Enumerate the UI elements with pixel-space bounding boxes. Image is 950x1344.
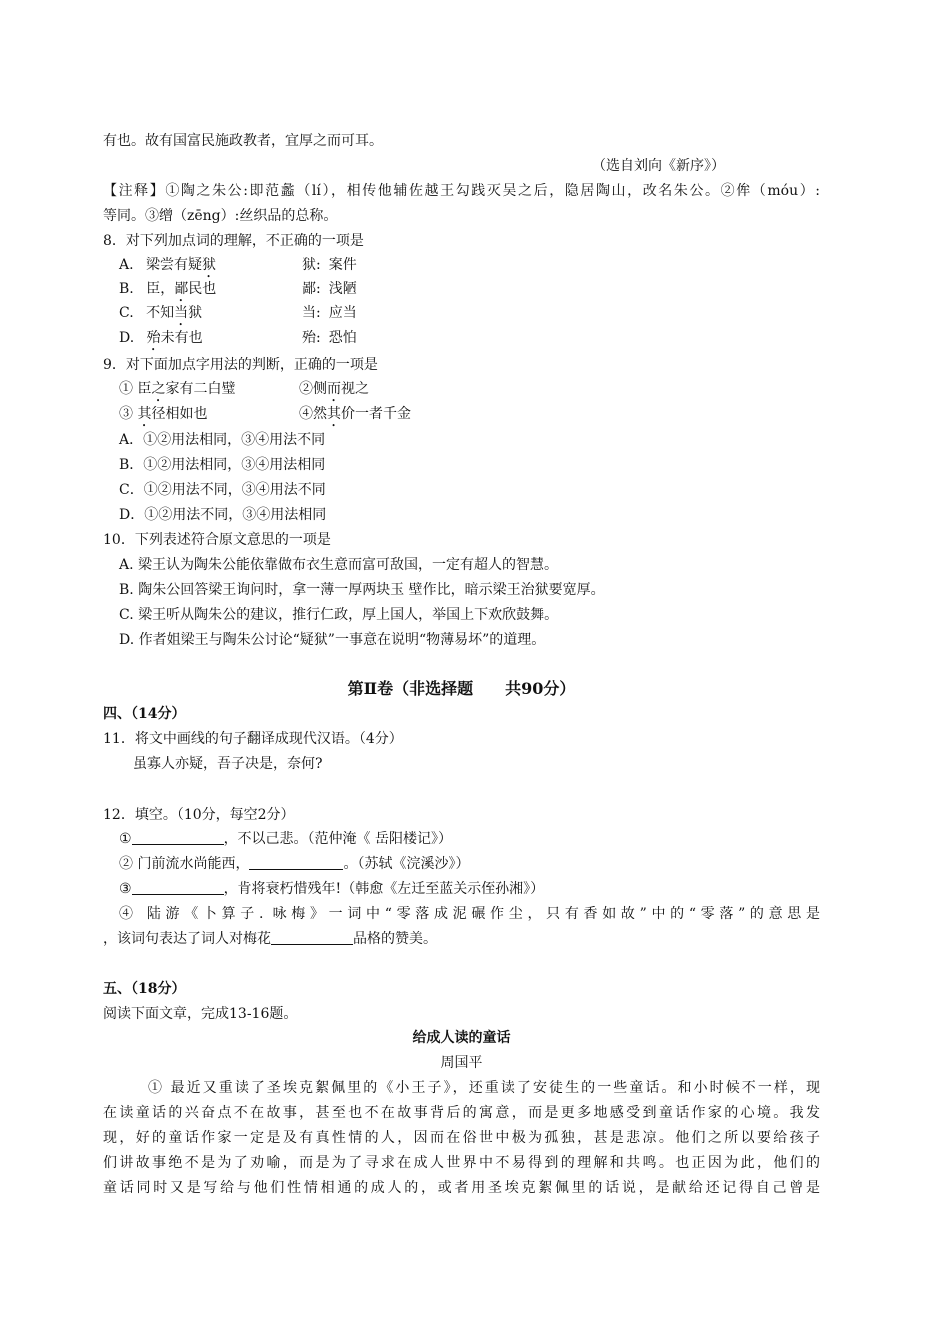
glossed-word: 狱:	[302, 257, 321, 273]
dotted-char: 其	[327, 406, 341, 422]
q9-item-1	[119, 379, 235, 405]
dotted-char: 之	[151, 381, 166, 397]
q10-option-a[interactable]: A. 梁王认为陶朱公能依靠做布衣生意而富可敌国，一定有超人的智慧。	[119, 557, 559, 573]
q9-option-a[interactable]: A．①②用法相同，③④用法不同	[119, 432, 326, 448]
q9-item-2	[299, 379, 369, 405]
q9-item-3	[119, 404, 207, 430]
item-text: ④然	[299, 406, 327, 422]
gloss: 案件	[328, 257, 357, 273]
option-text: 臣，	[146, 281, 175, 297]
q11-stem: 11．将文中画线的句子翻译成现代汉语。（4分）	[103, 731, 403, 747]
item-text: ② 门前流水尚能西，	[119, 856, 250, 872]
article-paragraph-line: ① 最近又重读了圣埃克絮佩里的《小王子》，还重读了安徒生的一些童话。和小时候不一样，现	[148, 1080, 820, 1096]
item-text: 。（苏轼《浣溪沙》）	[343, 856, 470, 872]
option-letter: B.	[119, 281, 134, 297]
q9-option-d[interactable]: D．①②用法不同，③④用法相同	[119, 507, 327, 523]
q9-item-4	[299, 404, 411, 430]
glossed-word: 殆:	[302, 330, 321, 346]
q12-stem: 12．填空。（10分，每空2分）	[103, 807, 295, 823]
fill-blank-3[interactable]	[132, 880, 224, 895]
dotted-char: 当	[174, 305, 189, 321]
item-text: ，该词句表达了词人对梅花	[103, 931, 271, 947]
option-text: 未有也	[160, 330, 203, 346]
fill-blank-1[interactable]	[132, 830, 224, 845]
q12-blank-1-line	[119, 829, 452, 849]
option-text: 民也	[188, 281, 217, 297]
article-paragraph-line: 现，好的童话作家一定是及有真性情的人，因而在俗世中极为孤独，甚是悲凉。他们之所以要给孩子	[103, 1130, 820, 1146]
item-text: ，不以己悲。（范仲淹《 岳阳楼记》）	[223, 831, 453, 847]
article-paragraph-line: 在读童话的兴奋点不在故事，甚至也不在故事背后的寓意，而是更多地感受到童话作家的心境。我发	[103, 1105, 820, 1121]
option-text: 不知	[146, 305, 175, 321]
article-paragraph-line: 们讲故事绝不是为了劝喻，而是为了寻求在成人世界中不易得到的理解和共鸣。也正因为此，他们的	[103, 1155, 820, 1171]
q10-option-d[interactable]: D. 作者姐梁王与陶朱公讨论“疑狱”一事意在说明“物薄易坏”的道理。	[119, 632, 546, 648]
fill-blank-4[interactable]	[271, 930, 353, 945]
section-four-heading: 四、（14分）	[103, 706, 186, 722]
item-text: ① 臣	[119, 381, 152, 397]
item-text: 径相如也	[151, 406, 208, 422]
gloss: 浅陋	[328, 281, 357, 297]
q8-stem: 8．对下列加点词的理解，不正确的一项是	[103, 233, 364, 249]
dotted-char: 狱	[202, 257, 217, 273]
dotted-char: 鄙	[174, 281, 189, 297]
annotation-line-1: 【注释】①陶之朱公:即范蠡（lí），相传他辅佐越王勾践灭吴之后，隐居陶山，改名朱公。②侔（móu）:	[103, 183, 820, 199]
glossed-word: 当:	[302, 305, 321, 321]
reading-instruction: 阅读下面文章，完成13-16题。	[103, 1006, 298, 1022]
article-paragraph-line: 童话同时又是写给与他们性情相通的成人的，或者用圣埃克絮佩里的话说，是献给还记得自己曾是	[103, 1180, 820, 1196]
item-text: 视之	[341, 381, 369, 397]
passage-source: （选自刘向《新序》）	[592, 158, 725, 174]
part-two-heading: 第Ⅱ卷（非选择题 共90分）	[347, 679, 576, 698]
q12-item-4-line: ④ 陆游《卜算子. 咏梅》一词中“零落成泥碾作尘，只有香如故”中的“零落”的意思是	[119, 906, 820, 922]
q10-option-c[interactable]: C. 梁王听从陶朱公的建议，推行仁政，厚上国人，举国上下欢欣鼓舞。	[119, 607, 559, 623]
q10-stem: 10．下列表述符合原文意思的一项是	[103, 532, 331, 548]
item-text: ，肯将衰朽惜残年!（韩愈《左迁至蓝关示侄孙湘》）	[223, 881, 545, 897]
section-five-heading: 五、（18分）	[103, 981, 186, 997]
option-letter: C.	[119, 305, 134, 321]
item-text: 价一者千金	[341, 406, 411, 422]
dotted-char: 其	[137, 406, 152, 422]
q8-option-d-meaning	[302, 328, 357, 348]
item-text: 家有二白璧	[165, 381, 236, 397]
q12-blank-4-line	[103, 929, 437, 949]
item-number: ③	[119, 881, 132, 897]
item-text: ②侧	[299, 381, 327, 397]
q9-option-c[interactable]: C．①②用法不同，③④用法不同	[119, 482, 326, 498]
passage-end: 有也。故有国富民施政教者，宜厚之而可耳。	[103, 133, 383, 149]
fill-blank-2[interactable]	[249, 855, 343, 870]
q8-option-c[interactable]	[119, 303, 202, 329]
item-number: ①	[119, 831, 132, 847]
q11-sentence: 虽寡人亦疑，吾子决是，奈何?	[133, 756, 323, 772]
q10-option-b[interactable]: B. 陶朱公回答梁王询问时，拿一薄一厚两块玉 壁作比，暗示梁王治狱要宽厚。	[119, 582, 605, 598]
q8-option-b[interactable]	[119, 279, 216, 305]
option-text: 狱	[188, 305, 203, 321]
glossed-word: 鄙:	[302, 281, 321, 297]
item-text: ③	[119, 406, 138, 422]
option-letter: D.	[119, 330, 135, 346]
option-text: 梁尝有疑	[146, 257, 203, 273]
dotted-char: 而	[327, 381, 341, 397]
q8-option-a[interactable]	[119, 255, 216, 281]
option-letter: A.	[119, 257, 134, 273]
article-title: 给成人读的童话	[412, 1030, 511, 1046]
q9-option-b[interactable]: B．①②用法相同，③④用法相同	[119, 457, 326, 473]
q12-blank-2-line	[119, 854, 469, 874]
annotation-line-2: 等同。③缯（zēng）:丝织品的总称。	[103, 208, 338, 224]
q8-option-a-meaning	[302, 255, 357, 275]
gloss: 恐怕	[328, 330, 357, 346]
item-text: 品格的赞美。	[353, 931, 437, 947]
dotted-char: 殆	[146, 330, 161, 346]
q8-option-c-meaning	[302, 303, 357, 323]
q8-option-b-meaning	[302, 279, 357, 299]
q9-stem: 9．对下面加点字用法的判断，正确的一项是	[103, 357, 378, 373]
gloss: 应当	[328, 305, 357, 321]
q8-option-d[interactable]	[119, 328, 203, 354]
q12-blank-3-line	[119, 879, 544, 899]
article-author: 周国平	[440, 1055, 483, 1071]
